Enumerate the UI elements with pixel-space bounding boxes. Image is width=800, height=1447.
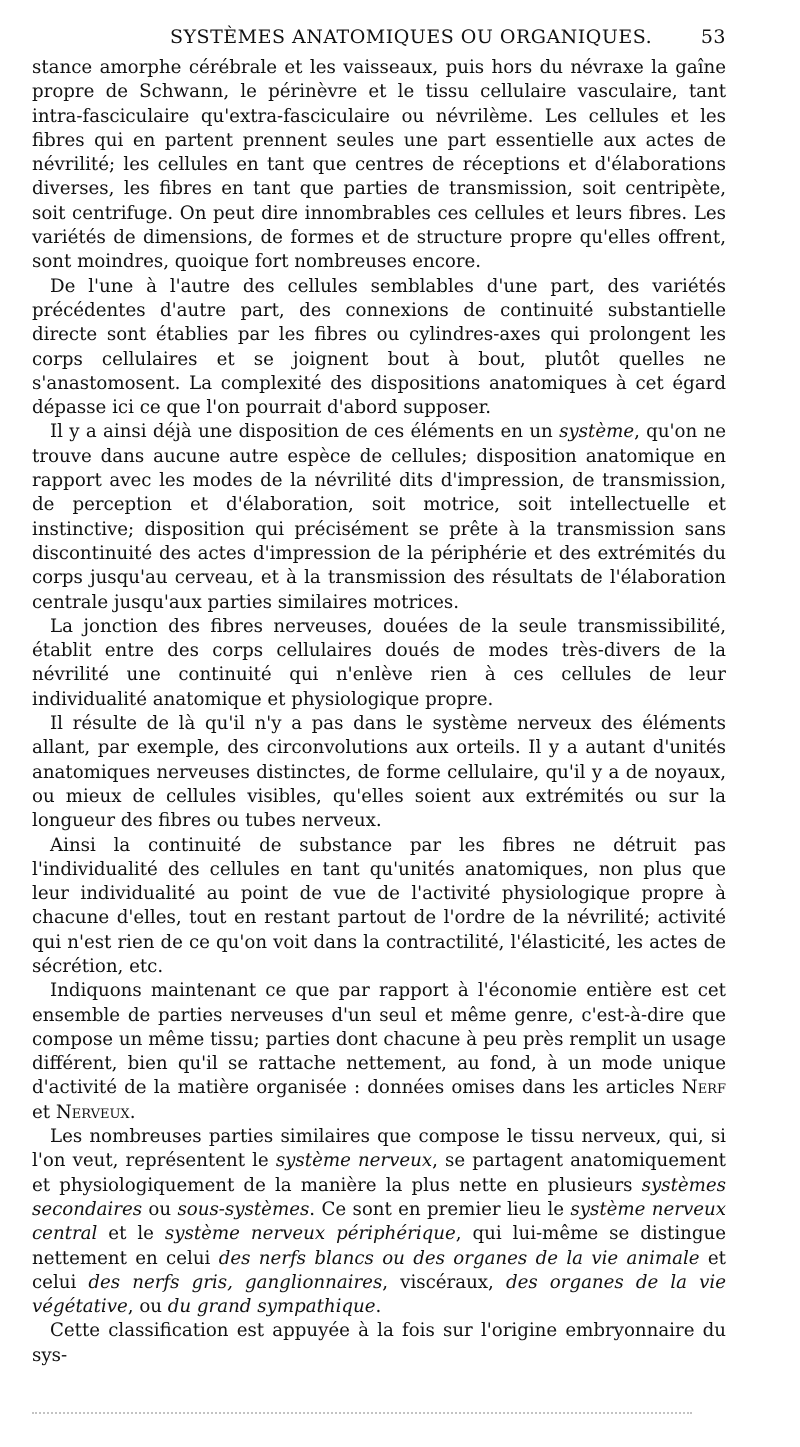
scan-noise-divider <box>32 1412 692 1416</box>
text-run: , ou <box>127 1296 168 1318</box>
paragraph <box>32 979 726 1125</box>
text-run: . Ce sont en premier lieu le <box>309 1198 571 1220</box>
text-run: et celui <box>32 1247 726 1293</box>
text-run: Ainsi la continuité de substance par les fibres ne détruit pas l'individualité des cellules en tant qu'unités anatomiques, non plus que leur individualité au point de vue de l'activité physiologique propre à chacune d'elles, tout en restant partout de l'ordre de la névrilité; activité qui n'est rien de ce qu'on voit dans la contractilité, l'élasticité, les actes de sécrétion, etc. <box>32 834 726 977</box>
paragraph <box>32 615 726 712</box>
running-header <box>32 26 726 56</box>
text-run: . <box>129 1101 136 1123</box>
text-run: , qui lui-même se distingue nettement en celui <box>32 1223 726 1269</box>
paragraph <box>32 420 726 614</box>
italic-text: des nerfs gris, ganglionnaires <box>88 1271 383 1293</box>
paragraph <box>32 834 726 980</box>
body-text <box>32 56 726 1368</box>
text-run: , viscéraux, <box>382 1271 506 1293</box>
text-run: Indiquons maintenant ce que par rapport à l'économie entière est cet ensemble de parties nerveuses d'un seul et même genre, c'est-à-dire que compose un même tissu; parties dont chacune à peu près remplit un usage différent, bien qu'il se rattache nettement, au fond, à un mode unique d'activité de la matière organisée : données omises dans les articles <box>32 980 726 1099</box>
text-run: Il y a ainsi déjà une disposition de ces éléments en un <box>50 421 560 443</box>
text-run: et le <box>97 1223 165 1245</box>
running-title: SYSTÈMES ANATOMIQUES OU ORGANIQUES. <box>170 26 653 48</box>
text-run: et <box>32 1101 56 1123</box>
paragraph <box>32 1125 726 1319</box>
page-number: 53 <box>700 26 726 48</box>
text-run: . <box>375 1296 382 1318</box>
text-run: Les nombreuses parties similaires que compose le tissu nerveux, qui, si l'on veut, représentent le <box>32 1126 726 1172</box>
italic-text: des organes de la vie végétative <box>32 1271 726 1318</box>
italic-text: système nerveux central <box>32 1198 726 1245</box>
small-caps-text: Nerveux <box>55 1101 130 1123</box>
paragraph <box>32 1319 726 1368</box>
italic-text: du grand sympathique <box>167 1296 376 1318</box>
italic-text: sous-systèmes <box>177 1198 310 1220</box>
italic-text: système nerveux périphérique <box>164 1223 456 1245</box>
italic-text: système nerveux <box>275 1150 433 1172</box>
text-run: De l'une à l'autre des cellules semblables d'une part, des variétés précédentes d'autre part, des connexions de continuité substantielle directe sont établies par les fibres ou cylindres-axes qui prolongent les corps cellulaires et se joignent bout à bout, plutôt quelles ne s'anastomosent. La complexité des dispositions anatomiques à cet égard dépasse ici ce que l'on pourrait d'abord supposer. <box>32 275 726 419</box>
text-run: , se partagent anatomiquement et physiologiquement de la manière la plus nette en plusieurs <box>32 1150 726 1196</box>
text-run: Cette classification est appuyée à la fois sur l'origine embryonnaire du sys- <box>32 1320 726 1366</box>
paragraph <box>32 712 726 833</box>
italic-text: systèmes secondaires <box>32 1174 726 1220</box>
italic-text: système <box>559 421 635 443</box>
text-run: Il résulte de là qu'il n'y a pas dans le système nerveux des éléments allant, par exemple, des circonvolutions aux orteils. Il y a autant d'unités anatomiques nerveuses distinctes, de forme cellulaire, qu'il y a de noyaux, ou mieux de cellules visibles, qu'elles soient aux extrémités ou sur la longueur des fibres ou tubes nerveux. <box>32 713 726 832</box>
text-run: La jonction des fibres nerveuses, douées de la seule transmissibilité, établit entre des corps cellulaires doués de modes très-divers de la névrilité une continuité qui n'enlève rien à ces cellules de leur individualité anatomique et physiologique propre. <box>32 615 726 710</box>
book-page <box>32 26 726 1368</box>
text-run: ou <box>142 1198 178 1220</box>
paragraph <box>32 56 726 275</box>
small-caps-text: Nerf <box>681 1077 726 1099</box>
italic-text: des nerfs blancs ou des organes de la vie animale <box>218 1247 700 1269</box>
text-run: , qu'on ne trouve dans aucune autre espèce de cellules; disposition anatomique en rapport avec les modes de la névrilité dits d'impression, de transmission, de perception et d'élaboration, soit motrice, soit intellectuelle et instinctive; disposition qui précisément se prête à la transmission sans discontinuité des actes d'impression de la périphérie et des extrémités du corps jusqu'au cerveau, et à la transmission des résultats de l'élaboration centrale jusqu'aux parties similaires motrices. <box>32 421 726 613</box>
text-run: stance amorphe cérébrale et les vaisseaux, puis hors du névraxe la gaîne propre de Schwann, le périnèvre et le tissu cellulaire vasculaire, tant intra-fasciculaire qu'extra-fasciculaire ou névrilème. Les cellules et les fibres qui en partent prennent seules une part essentielle aux actes de névrilité; les cellules en tant que centres de réceptions et d'élaborations diverses, les fibres en tant que parties de transmission, soit centripète, soit centrifuge. On peut dire innombrables ces cellules et leurs fibres. Les variétés de dimensions, de formes et de structure propre qu'elles offrent, sont moindres, quoique fort nombreuses encore. <box>32 57 726 273</box>
paragraph <box>32 275 726 421</box>
